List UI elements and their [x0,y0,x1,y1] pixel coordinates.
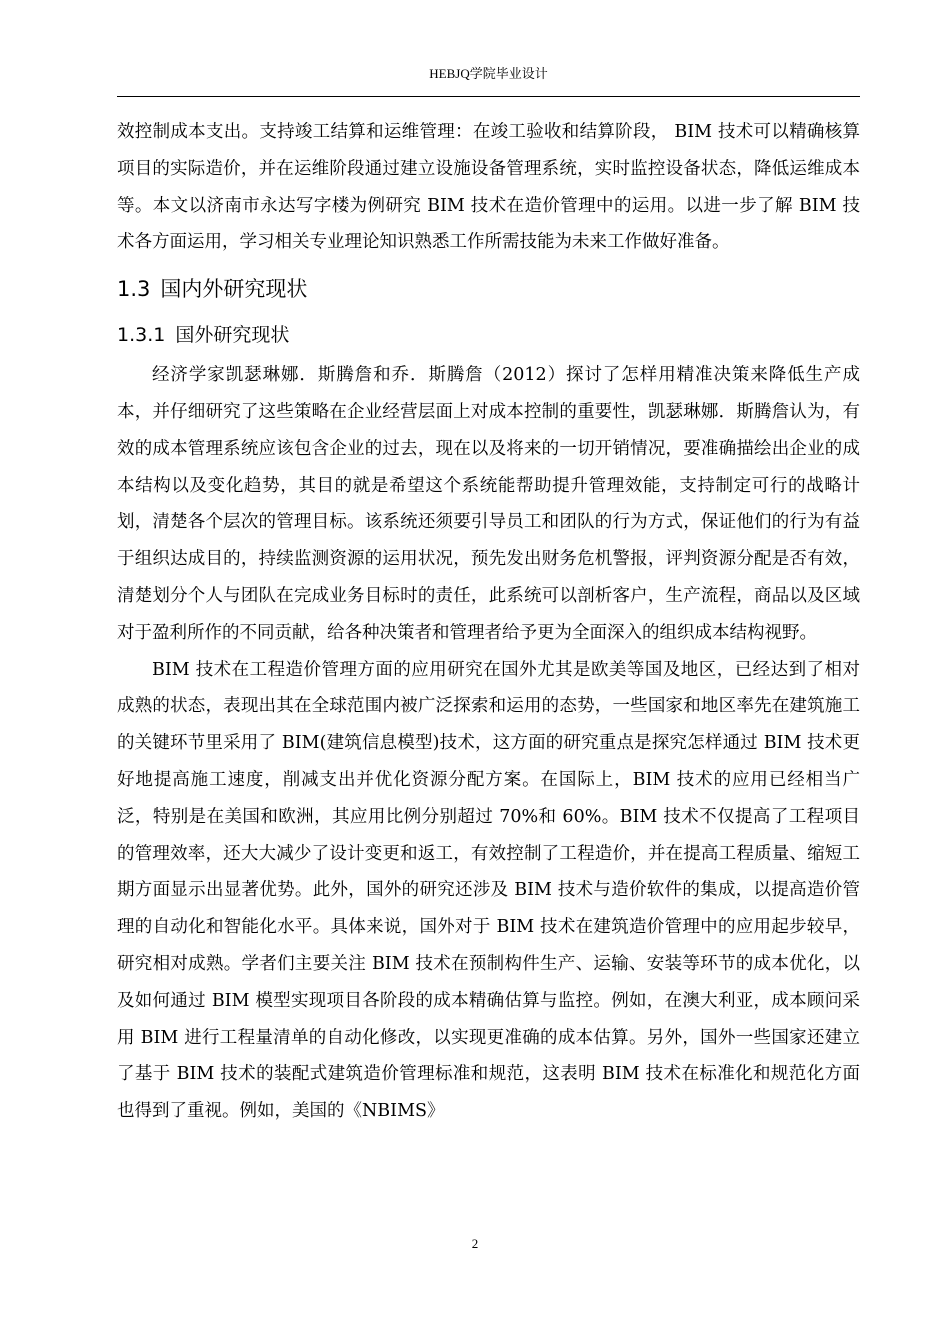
subsection-title: 国外研究现状 [175,324,290,347]
header-divider [117,96,860,97]
page-number: 2 [471,1236,479,1251]
paragraph-bim-abroad: BIM 技术在工程造价管理方面的应用研究在国外尤其是欧美等国及地区，已经达到了相对成熟的状态，表现出其在全球范围内被广泛探索和运用的态势，一些国家和地区率先在建筑施工的关键环节里采用了 BIM(建筑信息模型)技术，这方面的研究重点是探究怎样通过 BIM 技术更好地提高施工速度，削减支出并优化资源分配方案。在国际上，BIM 技术的应用已经相当广泛，特别是在美国和欧洲，其应用比例分别超过 70%和 60%。BIM 技术不仅提高了工程项目的管理效率，还大大减少了设计变更和返工，有效控制了工程造价，并在提高工程质量、缩短工期方面显示出显著优势。此外，国外的研究还涉及 BIM 技术与造价软件的集成，以提高造价管理的自动化和智能化水平。具体来说，国外对于 BIM 技术在建筑造价管理中的应用起步较早，研究相对成熟。学者们主要关注 BIM 技术在预制构件生产、运输、安装等环节的成本优化，以及如何通过 BIM 模型实现项目各阶段的成本精确估算与监控。例如，在澳大利亚，成本顾问采用 BIM 进行工程量清单的自动化修改，以实现更准确的成本估算。另外，国外一些国家还建立了基于 BIM 技术的装配式建筑造价管理标准和规范，这表明 BIM 技术在标准化和规范化方面也得到了重视。例如，美国的《NBIMS》 [117,659,860,1122]
page-body [117,114,860,1130]
section-title: 国内外研究现状 [160,277,308,302]
subsection-number: 1.3.1 [117,324,166,347]
paragraph-cost-management: 经济学家凯瑟琳娜．斯腾詹和乔．斯腾詹（2012）探讨了怎样用精准决策来降低生产成本，并仔细研究了这些策略在企业经营层面上对成本控制的重要性，凯瑟琳娜．斯腾詹认为，有效的成本管理系统应该包含企业的过去，现在以及将来的一切开销情况，要准确描绘出企业的成本结构以及变化趋势，其目的就是希望这个系统能帮助提升管理效能，支持制定可行的战略计划，清楚各个层次的管理目标。该系统还须要引导员工和团队的行为方式，保证他们的行为有益于组织达成目的，持续监测资源的运用状况，预先发出财务危机警报，评判资源分配是否有效，清楚划分个人与团队在完成业务目标时的责任，此系统可以剖析客户，生产流程，商品以及区域对于盈利所作的不同贡献，给各种决策者和管理者给予更为全面深入的组织成本结构视野。 [117,365,860,643]
paragraph-intro-continuation: 效控制成本支出。支持竣工结算和运维管理：在竣工验收和结算阶段， BIM 技术可以精确核算项目的实际造价，并在运维阶段通过建立设施设备管理系统，实时监控设备状态，降低运维成本等。本文以济南市永达写字楼为例研究 BIM 技术在造价管理中的运用。以进一步了解 BIM 技术各方面运用，学习相关专业理论知识熟悉工作所需技能为未来工作做好准备。 [117,122,860,253]
section-number: 1.3 [117,277,151,302]
section-heading-1-3 [117,265,860,313]
subsection-heading-1-3-1 [117,313,860,357]
page-header: HEBJQ学院毕业设计 [429,66,548,81]
